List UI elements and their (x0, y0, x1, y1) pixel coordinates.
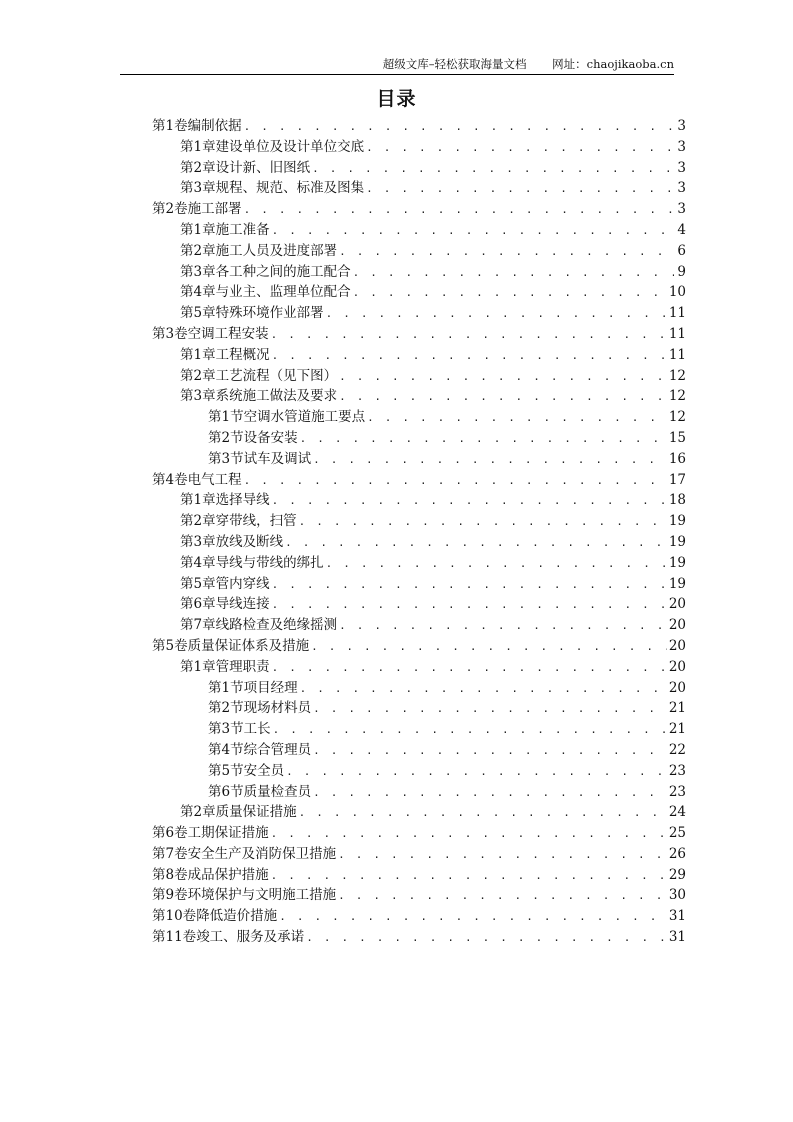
toc-entry-title: 降低造价措施 (196, 908, 278, 925)
toc-entry-page-number: 31 (668, 929, 686, 946)
dot-leader (272, 575, 667, 596)
toc-entry-title: 质量保证体系及措施 (187, 637, 310, 654)
toc-entry-number: 第3卷 (152, 325, 188, 342)
toc-entry-title: 管理职责 (215, 658, 270, 675)
toc-entry-title: 穿带线，扫管 (215, 513, 297, 530)
toc-entry-page-number: 19 (668, 533, 686, 550)
toc-entry-number: 第1卷 (152, 118, 188, 134)
toc-entry-page-number: 20 (668, 617, 686, 634)
toc-entry-number: 第6卷 (152, 825, 188, 842)
toc-entry[interactable] (152, 386, 686, 407)
toc-entry-page-number: 31 (668, 908, 686, 925)
page-header (120, 56, 674, 75)
toc-entry-title: 施工人员及进度部署 (215, 242, 338, 259)
toc-entry[interactable] (152, 324, 686, 345)
dot-leader (338, 845, 667, 866)
toc-entry-number: 第5章 (180, 305, 216, 322)
toc-entry-page-number: 20 (668, 596, 686, 613)
dot-leader (272, 491, 667, 512)
toc-entry-page-number: 3 (677, 180, 686, 197)
dot-leader (353, 263, 674, 284)
toc-entry-title: 各工种之间的施工配合 (215, 263, 351, 280)
toc-entry-page-number: 11 (668, 325, 686, 342)
toc-entry-page-number: 19 (668, 513, 686, 530)
dot-leader (244, 200, 674, 221)
dot-leader (300, 679, 667, 700)
toc-entry[interactable] (152, 927, 686, 948)
toc-entry[interactable] (152, 574, 686, 595)
toc-entry-page-number: 20 (668, 679, 686, 696)
toc-entry-page-number: 19 (668, 575, 686, 592)
toc-entry-number: 第3节 (208, 450, 244, 467)
dot-leader (313, 699, 667, 720)
toc-entry-page-number: 6 (677, 242, 686, 259)
toc-entry[interactable] (152, 636, 686, 657)
toc-entry-page-number: 30 (668, 887, 686, 904)
toc-entry-title: 施工部署 (187, 201, 242, 218)
toc-entry-number: 第3章 (180, 263, 216, 280)
dot-leader (286, 762, 667, 783)
toc-entry[interactable] (152, 532, 686, 553)
toc-entry-title: 放线及断线 (215, 533, 284, 550)
toc-entry[interactable] (152, 615, 686, 636)
toc-entry[interactable] (152, 449, 686, 470)
toc-entry-title: 项目经理 (243, 679, 298, 696)
toc-entry-number: 第2节 (208, 700, 244, 717)
toc-entry-page-number: 12 (668, 388, 686, 405)
toc-entry-title: 选择导线 (215, 492, 270, 509)
toc-entry-number: 第6章 (180, 596, 216, 613)
toc-entry-title: 现场材料员 (243, 700, 312, 717)
toc-entry-page-number: 15 (668, 429, 686, 446)
dot-leader (300, 429, 667, 450)
toc-entry-page-number: 3 (677, 118, 686, 134)
toc-entry-number: 第1章 (180, 138, 216, 155)
toc-entry-title: 工长 (243, 721, 271, 738)
toc-entry-number: 第2章 (180, 367, 216, 384)
toc-entry-title: 空调工程安装 (187, 325, 269, 342)
toc-entry[interactable] (152, 719, 686, 740)
toc-entry[interactable] (152, 698, 686, 719)
toc-entry-number: 第3章 (180, 388, 216, 405)
toc-entry-number: 第5节 (208, 762, 244, 779)
dot-leader (366, 179, 674, 200)
toc-entry-page-number: 24 (668, 804, 686, 821)
dot-leader (326, 304, 667, 325)
dot-leader (271, 866, 667, 887)
toc-entry-page-number: 12 (668, 409, 686, 426)
toc-entry-number: 第2章 (180, 804, 216, 821)
toc-entry-page-number: 19 (668, 554, 686, 571)
toc-entry-title: 电气工程 (187, 471, 242, 488)
dot-leader (313, 450, 667, 471)
toc-entry-page-number: 11 (668, 346, 686, 363)
toc-entry[interactable] (152, 678, 686, 699)
toc-entry[interactable] (152, 407, 686, 428)
toc-entry[interactable] (152, 241, 686, 262)
toc-entry-number: 第10卷 (152, 908, 197, 925)
toc-entry-title: 安全员 (243, 762, 285, 779)
toc-entry-page-number: 3 (677, 138, 686, 155)
toc-entry[interactable] (152, 199, 686, 220)
dot-leader (272, 595, 667, 616)
dot-leader (299, 512, 667, 533)
toc-entry-number: 第1章 (180, 658, 216, 675)
toc-entry[interactable] (152, 740, 686, 761)
toc-entry[interactable] (152, 366, 686, 387)
dot-leader (272, 658, 667, 679)
toc-entry-title: 设计新、旧图纸 (215, 159, 311, 176)
toc-entry-title: 施工准备 (215, 221, 270, 238)
dot-leader (285, 533, 667, 554)
toc-entry[interactable] (152, 782, 686, 803)
toc-entry[interactable] (152, 511, 686, 532)
toc-entry-number: 第2章 (180, 513, 216, 530)
toc-entry-title: 质量检查员 (243, 783, 312, 800)
toc-entry-title: 工程概况 (215, 346, 270, 363)
toc-entry-number: 第7卷 (152, 845, 188, 862)
header-site-url: 网址：chaojikaoba.cn (552, 57, 674, 71)
toc-entry-number: 第1节 (208, 679, 244, 696)
toc-entry-number: 第4卷 (152, 471, 188, 488)
toc-entry[interactable] (152, 303, 686, 324)
toc-entry[interactable] (152, 761, 686, 782)
toc-entry[interactable] (152, 428, 686, 449)
toc-entry-title: 安全生产及消防保卫措施 (187, 845, 337, 862)
toc-entry-number: 第7章 (180, 617, 216, 634)
toc-entry-title: 导线与带线的绑扎 (215, 554, 324, 571)
dot-leader (326, 554, 667, 575)
toc-entry-title: 特殊环境作业部署 (215, 305, 324, 322)
dot-leader (244, 471, 667, 492)
toc-entry-page-number: 3 (677, 201, 686, 218)
toc-entry-number: 第1章 (180, 492, 216, 509)
dot-leader (272, 221, 674, 242)
toc-entry-title: 与业主、监理单位配合 (215, 284, 351, 301)
dot-leader (244, 117, 674, 138)
toc-entry-number: 第2章 (180, 242, 216, 259)
toc-entry-number: 第3章 (180, 180, 216, 197)
toc-entry[interactable] (152, 158, 686, 179)
dot-leader (271, 325, 667, 346)
toc-entry-title: 竣工、服务及承诺 (196, 929, 305, 946)
toc-entry-number: 第3节 (208, 721, 244, 738)
toc-entry-page-number: 3 (677, 159, 686, 176)
dot-leader (366, 138, 674, 159)
dot-leader (338, 886, 667, 907)
toc-entry[interactable] (152, 345, 686, 366)
toc-entry-number: 第4节 (208, 741, 244, 758)
toc-entry-title: 管内穿线 (215, 575, 270, 592)
table-of-contents (152, 116, 686, 948)
dot-leader (273, 720, 667, 741)
dot-leader (339, 616, 667, 637)
dot-leader (272, 346, 667, 367)
toc-entry-number: 第3章 (180, 533, 216, 550)
toc-entry-number: 第1章 (180, 221, 216, 238)
toc-entry-page-number: 29 (668, 866, 686, 883)
dot-leader (279, 907, 667, 928)
toc-entry-title: 编制依据 (187, 118, 242, 134)
page-title: 目录 (376, 88, 417, 110)
toc-entry-number: 第4章 (180, 284, 216, 301)
toc-entry-page-number: 17 (668, 471, 686, 488)
toc-entry-page-number: 12 (668, 367, 686, 384)
toc-entry-title: 环境保护与文明施工措施 (187, 887, 337, 904)
header-site-name: 超级文库–轻松获取海量文档 (382, 57, 527, 71)
toc-entry-title: 设备安装 (243, 429, 298, 446)
toc-entry-page-number: 4 (677, 221, 686, 238)
dot-leader (312, 159, 674, 180)
toc-entry-page-number: 20 (668, 658, 686, 675)
toc-entry-title: 成品保护措施 (187, 866, 269, 883)
toc-entry-number: 第11卷 (152, 929, 197, 946)
toc-entry[interactable] (152, 906, 686, 927)
toc-entry-number: 第5卷 (152, 637, 188, 654)
toc-entry-page-number: 16 (668, 450, 686, 467)
toc-entry-page-number: 21 (668, 700, 686, 717)
toc-entry-page-number: 10 (668, 284, 686, 301)
toc-entry-title: 工艺流程（见下图） (215, 367, 338, 384)
toc-entry[interactable] (152, 470, 686, 491)
toc-entry-number: 第4章 (180, 554, 216, 571)
toc-entry-number: 第9卷 (152, 887, 188, 904)
toc-entry[interactable] (152, 885, 686, 906)
dot-leader (367, 408, 667, 429)
toc-entry-title: 试车及调试 (243, 450, 312, 467)
toc-entry[interactable] (152, 823, 686, 844)
dot-leader (339, 387, 667, 408)
dot-leader (271, 824, 667, 845)
toc-entry[interactable] (152, 116, 686, 137)
toc-entry-title: 空调水管道施工要点 (243, 409, 366, 426)
toc-entry[interactable] (152, 137, 686, 158)
toc-entry-number: 第2章 (180, 159, 216, 176)
dot-leader (313, 783, 667, 804)
toc-entry-title: 导线连接 (215, 596, 270, 613)
toc-entry-title: 工期保证措施 (187, 825, 269, 842)
dot-leader (306, 928, 667, 949)
dot-leader (313, 741, 667, 762)
toc-entry-page-number: 21 (668, 721, 686, 738)
toc-entry-title: 建设单位及设计单位交底 (215, 138, 365, 155)
toc-entry-title: 质量保证措施 (215, 804, 297, 821)
toc-entry[interactable] (152, 220, 686, 241)
toc-entry[interactable] (152, 262, 686, 283)
toc-entry-page-number: 23 (668, 762, 686, 779)
dot-leader (299, 803, 667, 824)
toc-entry[interactable] (152, 553, 686, 574)
toc-entry-page-number: 26 (668, 845, 686, 862)
toc-entry[interactable] (152, 657, 686, 678)
toc-entry-number: 第5章 (180, 575, 216, 592)
toc-entry-page-number: 9 (677, 263, 686, 280)
dot-leader (311, 637, 667, 658)
toc-entry-title: 综合管理员 (243, 741, 312, 758)
toc-entry-number: 第6节 (208, 783, 244, 800)
toc-entry-number: 第8卷 (152, 866, 188, 883)
toc-entry-page-number: 18 (668, 492, 686, 509)
toc-entry-title: 规程、规范、标准及图集 (215, 180, 365, 197)
toc-entry-title: 线路检查及绝缘摇测 (215, 617, 338, 634)
toc-entry[interactable] (152, 490, 686, 511)
toc-entry[interactable] (152, 282, 686, 303)
toc-entry-page-number: 25 (668, 825, 686, 842)
toc-entry-title: 系统施工做法及要求 (215, 388, 338, 405)
toc-entry-page-number: 23 (668, 783, 686, 800)
toc-entry[interactable] (152, 178, 686, 199)
toc-entry-page-number: 20 (668, 637, 686, 654)
toc-entry[interactable] (152, 865, 686, 886)
dot-leader (339, 242, 674, 263)
toc-entry-number: 第2节 (208, 429, 244, 446)
toc-entry-number: 第1章 (180, 346, 216, 363)
dot-leader (339, 367, 667, 388)
toc-entry[interactable] (152, 594, 686, 615)
toc-entry-number: 第2卷 (152, 201, 188, 218)
toc-entry-page-number: 11 (668, 305, 686, 322)
toc-entry[interactable] (152, 802, 686, 823)
toc-entry-number: 第1节 (208, 409, 244, 426)
toc-entry[interactable] (152, 844, 686, 865)
toc-entry-page-number: 22 (668, 741, 686, 758)
dot-leader (353, 283, 667, 304)
